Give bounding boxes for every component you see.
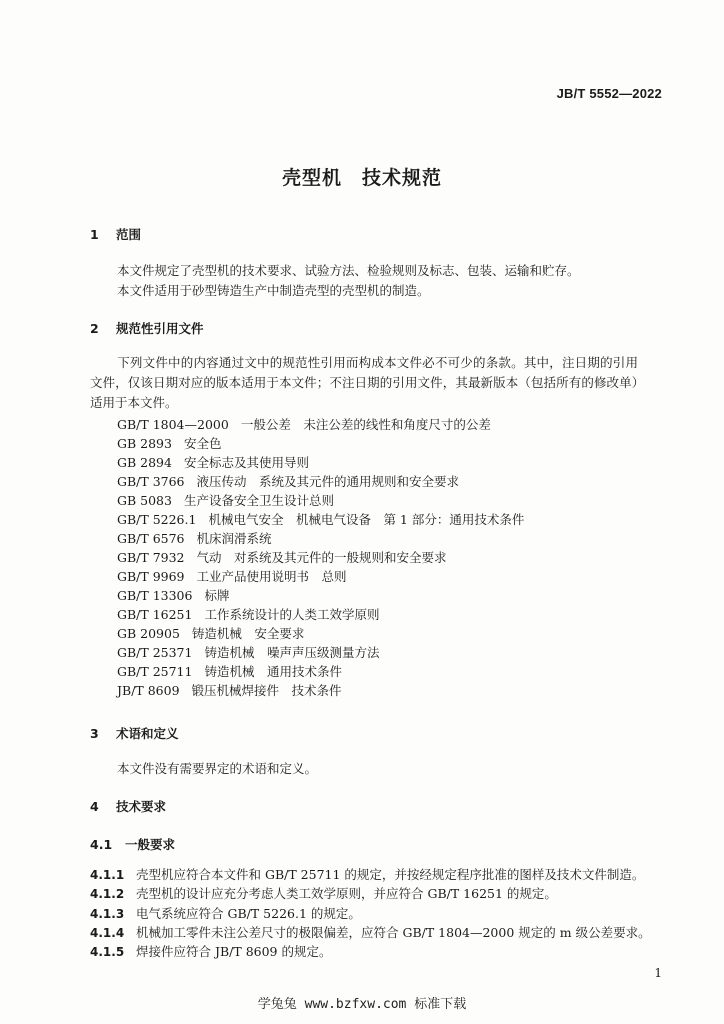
clause-number: 4.1.2	[90, 887, 125, 901]
reference-code: GB/T 6576	[117, 531, 185, 546]
section-title: 术语和定义	[116, 726, 179, 741]
reference-item	[117, 548, 524, 567]
reference-title: 安全标志及其使用导则	[183, 455, 309, 470]
clause-item	[90, 942, 331, 960]
section-number: 4	[90, 799, 99, 814]
watermark-footer: 学兔兔 www.bzfxw.com 标准下载	[257, 997, 467, 1012]
section-title: 技术要求	[116, 799, 167, 814]
reference-title: 机械电气安全 机械电气设备 第 1 部分：通用技术条件	[208, 512, 525, 527]
reference-code: GB/T 1804—2000	[117, 417, 229, 432]
reference-title: 标牌	[204, 588, 230, 603]
reference-item	[117, 605, 524, 624]
reference-code: GB/T 9969	[117, 569, 185, 584]
reference-code: GB 5083	[117, 493, 172, 508]
reference-code: GB/T 25371	[117, 645, 193, 660]
clause-text: 壳型机的设计应充分考虑人类工效学原则，并应符合 GB/T 16251 的规定。	[136, 886, 557, 901]
clause-item	[90, 904, 361, 922]
references-intro	[90, 353, 638, 413]
clause-text: 焊接件应符合 JB/T 8609 的规定。	[136, 944, 332, 959]
clause-text: 机械加工零件未注公差尺寸的极限偏差，应符合 GB/T 1804—2000 规定的 m 级公差要求。	[136, 925, 651, 940]
reference-item	[117, 567, 524, 586]
reference-item	[117, 643, 524, 662]
reference-title: 一般公差 未注公差的线性和角度尺寸的公差	[240, 417, 491, 432]
reference-title: 工作系统设计的人类工效学原则	[204, 607, 380, 622]
reference-title: 铸造机械 噪声声压级测量方法	[204, 645, 380, 660]
reference-code: GB/T 7932	[117, 550, 185, 565]
reference-item	[117, 681, 524, 700]
reference-code: GB/T 16251	[117, 607, 193, 622]
clause-item	[90, 865, 644, 883]
reference-title: 安全色	[183, 436, 222, 451]
reference-item	[117, 415, 524, 434]
reference-title: 铸造机械 通用技术条件	[204, 664, 342, 679]
clause-number: 4.1.4	[90, 926, 125, 940]
clause-item	[90, 923, 651, 941]
normative-references-list	[117, 415, 524, 700]
reference-code: GB/T 13306	[117, 588, 193, 603]
reference-code: GB/T 25711	[117, 664, 193, 679]
clause-text: 壳型机应符合本文件和 GB/T 25711 的规定，并按经规定程序批准的图样及技术文件制造。	[136, 867, 645, 882]
subsection-number: 4.1	[90, 837, 113, 852]
clause-number: 4.1.3	[90, 907, 125, 921]
reference-code: GB 2894	[117, 455, 172, 470]
reference-title: 机床润滑系统	[196, 531, 272, 546]
reference-title: 工业产品使用说明书 总则	[196, 569, 347, 584]
section-title: 范围	[116, 227, 142, 242]
reference-title: 铸造机械 安全要求	[191, 626, 305, 641]
section-number: 1	[90, 227, 99, 242]
reference-code: GB/T 3766	[117, 474, 185, 489]
reference-item	[117, 624, 524, 643]
reference-code: GB 20905	[117, 626, 180, 641]
reference-item	[117, 529, 524, 548]
reference-item	[117, 586, 524, 605]
reference-title: 生产设备安全卫生设计总则	[183, 493, 334, 508]
section-number: 3	[90, 726, 99, 741]
subsection-4-1-heading	[90, 835, 175, 853]
reference-item	[117, 453, 524, 472]
section-4-heading	[90, 797, 166, 815]
section-2-heading	[90, 319, 204, 337]
section-1-heading	[90, 225, 141, 243]
section-title: 规范性引用文件	[116, 321, 204, 336]
clause-item	[90, 884, 557, 902]
reference-item	[117, 662, 524, 681]
clause-number: 4.1.5	[90, 945, 125, 959]
reference-code: JB/T 8609	[117, 683, 180, 698]
reference-title: 气动 对系统及其元件的一般规则和安全要求	[196, 550, 447, 565]
reference-code: GB 2893	[117, 436, 172, 451]
clause-text: 电气系统应符合 GB/T 5226.1 的规定。	[136, 906, 361, 921]
section-number: 2	[90, 321, 99, 336]
terms-paragraph: 本文件没有需要界定的术语和定义。	[117, 761, 318, 776]
document-title: 壳型机 技术规范	[281, 167, 442, 189]
standard-number: JB/T 5552—2022	[556, 86, 662, 101]
clause-number: 4.1.1	[90, 868, 125, 882]
scope-paragraph-2: 本文件适用于砂型铸造生产中制造壳型的壳型机的制造。	[117, 283, 430, 298]
reference-title: 液压传动 系统及其元件的通用规则和安全要求	[196, 474, 460, 489]
reference-item	[117, 434, 524, 453]
reference-item	[117, 510, 524, 529]
scope-paragraph-1: 本文件规定了壳型机的技术要求、试验方法、检验规则及标志、包装、运输和贮存。	[117, 263, 580, 278]
reference-item	[117, 491, 524, 510]
section-3-heading	[90, 724, 179, 742]
reference-title: 锻压机械焊接件 技术条件	[191, 683, 342, 698]
subsection-title: 一般要求	[125, 837, 176, 852]
reference-item	[117, 472, 524, 491]
reference-code: GB/T 5226.1	[117, 512, 197, 527]
references-intro-text: 下列文件中的内容通过文中的规范性引用而构成本文件必不可少的条款。其中，注日期的引用文件，仅该日期对应的版本适用于本文件；不注日期的引用文件，其最新版本（包括所有的修改单）适用于本文件。	[90, 355, 638, 410]
page-number: 1	[654, 966, 662, 980]
